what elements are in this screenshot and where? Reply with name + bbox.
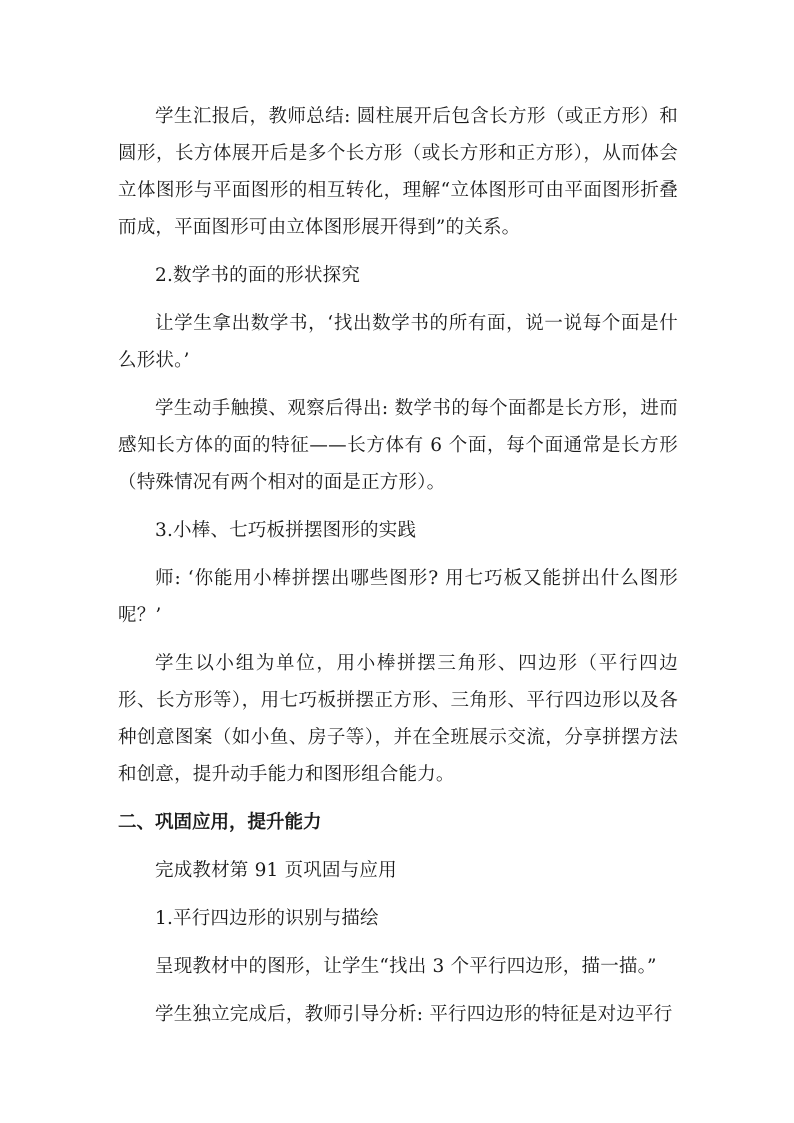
subsection-title-parallelogram: 1.平行四边形的识别与描绘 — [155, 908, 379, 929]
paragraph-teacher-question: 师: ‘你能用小棒拼摆出哪些图形? 用七巧板又能拼出什么图形呢？’ — [118, 568, 678, 626]
document-body — [118, 98, 678, 1033]
paragraph-math-book-task: 让学生拿出数学书，‘找出数学书的所有面，说一说每个面是什么形状。’ — [118, 313, 678, 371]
paragraph-group-activity: 学生以小组为单位，用小棒拼摆三角形、四边形（平行四边形、长方形等），用七巧板拼摆正方形、三角形、平行四边形以及各种创意图案（如小鱼、房子等），并在全班展示交流，分享拼摆方法和创意，提升动手能力和图形组合能力。 — [118, 653, 678, 785]
paragraph-summary: 学生汇报后，教师总结: 圆柱展开后包含长方形（或正方形）和圆形，长方体展开后是多个长方形（或长方形和正方形），从而体会立体图形与平面图形的相互转化，理解“立体图形可由平面图形折叠而成，平面图形可由立体图形展开得到”的关系。 — [118, 106, 678, 238]
paragraph-analysis: 学生独立完成后，教师引导分析: 平行四边形的特征是对边平行 — [155, 1004, 673, 1025]
subsection-title-math-book: 2.数学书的面的形状探究 — [155, 265, 361, 286]
subsection-title-tangram: 3.小棒、七巧板拼摆图形的实践 — [155, 520, 417, 541]
paragraph-find-parallelograms: 呈现教材中的图形，让学生“找出 3 个平行四边形，描一描。” — [155, 956, 657, 977]
paragraph-textbook-page: 完成教材第 91 页巩固与应用 — [155, 860, 397, 881]
paragraph-math-book-result: 学生动手触摸、观察后得出: 数学书的每个面都是长方形，进而感知长方体的面的特征——长方体有 6 个面，每个面通常是长方形（特殊情况有两个相对的面是正方形）。 — [118, 398, 678, 493]
section-heading: 二、巩固应用，提升能力 — [118, 812, 322, 833]
